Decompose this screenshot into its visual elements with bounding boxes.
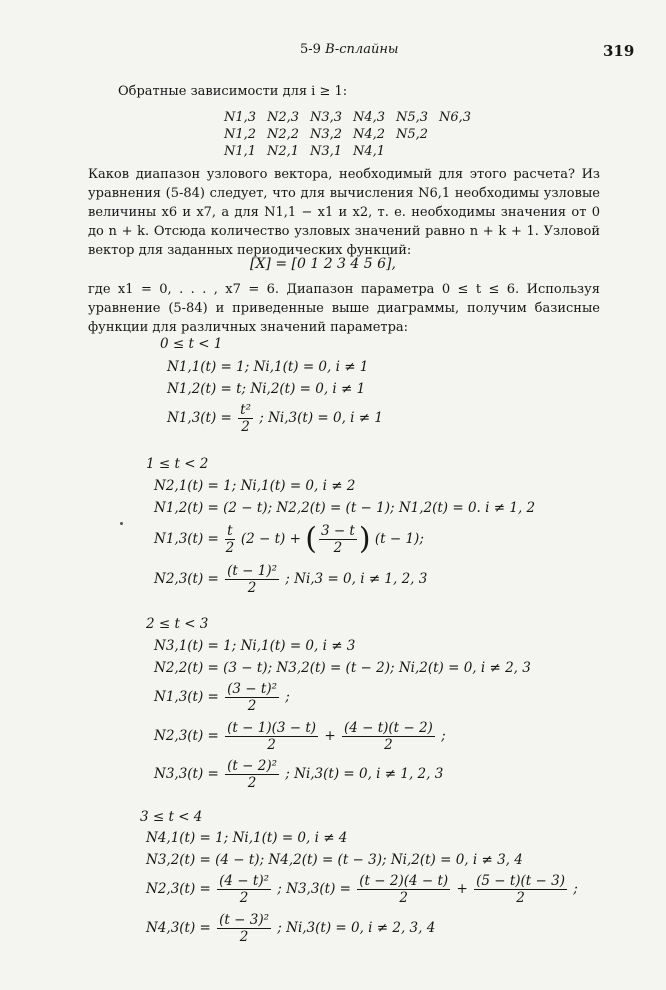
equation-mid: ; N3,3(t) = [277, 881, 351, 897]
grid-cell: N5,3 [396, 110, 429, 125]
left-paren: ( [305, 521, 317, 557]
grid-row-1 [224, 144, 396, 159]
equation-fraction [167, 402, 383, 435]
grid-cell: N6,3 [439, 110, 472, 125]
numerator: (t − 3)² [219, 912, 269, 928]
range-heading: 3 ≤ t < 4 [140, 809, 203, 825]
section-title: B-сплайны [325, 42, 399, 57]
equation-rest: ; Ni,3 = 0, i ≠ 1, 2, 3 [285, 571, 428, 587]
range-heading: 0 ≤ t < 1 [160, 336, 223, 352]
fraction [319, 523, 357, 556]
equation: N3,2(t) = (4 − t); N4,2(t) = (t − 3); Ni,2(t) = 0, i ≠ 3, 4 [146, 852, 523, 868]
grid-cell: N4,2 [353, 127, 386, 142]
grid-cell: N2,3 [267, 110, 300, 125]
equation-rest: ; [285, 689, 290, 705]
equation-lhs: N3,3(t) = [154, 766, 219, 782]
grid-cell: N1,2 [224, 127, 257, 142]
paragraph-parameter-range: где x1 = 0, . . . , x7 = 6. Диапазон параметра 0 ≤ t ≤ 6. Используя уравнение (5-84) и приведенные выше диаграммы, получим базисные функции для различных значений параметра: [88, 282, 600, 335]
denominator: 2 [225, 540, 235, 556]
numerator: 3 − t [320, 523, 355, 539]
plus-sign: + [324, 728, 336, 744]
equation-fraction [154, 758, 443, 791]
grid-cell: N3,2 [310, 127, 343, 142]
knot-vector-equation: [X] = [0 1 2 3 4 5 6], [250, 256, 396, 272]
grid-cell: N3,3 [310, 110, 343, 125]
section-number: 5-9 [300, 42, 321, 57]
numerator: t² [240, 402, 251, 418]
equation-mid: (2 − t) + [240, 531, 301, 547]
equation-rest: ; [573, 881, 578, 897]
numerator: (t − 1)(3 − t) [227, 720, 317, 736]
equation-lhs: N1,3(t) = [154, 689, 219, 705]
equation-rest: ; Ni,3(t) = 0, i ≠ 1, 2, 3 [285, 766, 444, 782]
equation-rest: ; [441, 728, 446, 744]
numerator: (5 − t)(t − 3) [476, 873, 565, 889]
fraction [225, 720, 318, 753]
grid-cell: N1,1 [224, 144, 257, 159]
equation-lhs: N2,3(t) = [154, 571, 219, 587]
grid-cell: N2,2 [267, 127, 300, 142]
running-header [300, 42, 398, 57]
numerator: (t − 2)(4 − t) [359, 873, 449, 889]
grid-row-2 [224, 127, 439, 142]
equation-fraction [146, 873, 578, 906]
equation-fraction [154, 720, 446, 753]
equation: N1,1(t) = 1; Ni,1(t) = 0, i ≠ 1 [167, 359, 369, 375]
grid-cell: N3,1 [310, 144, 343, 159]
range-heading: 1 ≤ t < 2 [146, 456, 209, 472]
equation-fraction [146, 912, 435, 945]
fraction [217, 873, 271, 906]
intro-line: Обратные зависимости для i ≥ 1: [118, 84, 348, 99]
denominator: 2 [333, 540, 343, 556]
fraction [225, 758, 279, 791]
denominator: 2 [384, 737, 393, 753]
equation-fraction [154, 563, 427, 596]
denominator: 2 [516, 890, 525, 906]
fraction [238, 402, 253, 435]
grid-cell: N4,3 [353, 110, 386, 125]
numerator: (4 − t)² [219, 873, 269, 889]
fraction [225, 681, 279, 714]
range-heading: 2 ≤ t < 3 [146, 616, 209, 632]
numerator: (4 − t)(t − 2) [343, 720, 433, 736]
fraction [225, 523, 234, 556]
plus-sign: + [456, 881, 468, 897]
equation-rest: ; Ni,3(t) = 0, i ≠ 1 [259, 410, 383, 426]
equation-lhs: N2,3(t) = [154, 728, 219, 744]
equation: N1,2(t) = t; Ni,2(t) = 0, i ≠ 1 [167, 381, 366, 397]
grid-cell: N4,1 [353, 144, 386, 159]
denominator: 2 [241, 419, 250, 435]
equation: N2,1(t) = 1; Ni,1(t) = 0, i ≠ 2 [154, 478, 356, 494]
equation-lhs: N2,3(t) = [146, 881, 211, 897]
denominator: 2 [247, 580, 257, 596]
equation-lhs: N4,3(t) = [146, 920, 211, 936]
denominator: 2 [239, 890, 249, 906]
equation-lhs: N1,3(t) = [154, 531, 219, 547]
grid-cell: N2,1 [267, 144, 300, 159]
numerator: (t − 1)² [227, 563, 277, 579]
equation: N2,2(t) = (3 − t); N3,2(t) = (t − 2); Ni,2(t) = 0, i ≠ 2, 3 [154, 660, 531, 676]
numerator: (3 − t)² [227, 681, 277, 697]
page-number: 319 [603, 42, 635, 60]
right-paren: ) [358, 521, 371, 557]
equation-lhs: N1,3(t) = [167, 410, 232, 426]
equation-rest: ; Ni,3(t) = 0, i ≠ 2, 3, 4 [277, 920, 436, 936]
fraction [342, 720, 435, 753]
numerator: t [227, 523, 233, 539]
numerator: (t − 2)² [227, 758, 277, 774]
print-speck [120, 522, 123, 525]
paragraph-knot-range: Каков диапазон узлового вектора, необходимый для этого расчета? Из уравнения (5-84) следует, что для вычисления N6,1 необходимы узловые величины x6 и x7, а для N1,1 − x1 и x2, т. е. необходимы значения от 0 до n + k. Отсюда количество узловых значений равно n + k + 1. Узловой вектор для заданных периодических функций: [88, 167, 600, 258]
fraction [225, 563, 279, 596]
grid-row-3 [224, 110, 482, 125]
denominator: 2 [247, 698, 257, 714]
denominator: 2 [267, 737, 276, 753]
denominator: 2 [399, 890, 409, 906]
fraction [217, 912, 271, 945]
fraction [357, 873, 450, 906]
equation-fraction [154, 523, 424, 556]
equation-rest: (t − 1); [374, 531, 424, 547]
grid-cell: N5,2 [396, 127, 429, 142]
equation-fraction [154, 681, 290, 714]
grid-cell: N1,3 [224, 110, 257, 125]
denominator: 2 [247, 775, 257, 791]
equation: N4,1(t) = 1; Ni,1(t) = 0, i ≠ 4 [146, 830, 348, 846]
denominator: 2 [239, 929, 249, 945]
equation: N1,2(t) = (2 − t); N2,2(t) = (t − 1); N1,2(t) = 0. i ≠ 1, 2 [154, 500, 536, 516]
equation: N3,1(t) = 1; Ni,1(t) = 0, i ≠ 3 [154, 638, 356, 654]
fraction [474, 873, 567, 906]
